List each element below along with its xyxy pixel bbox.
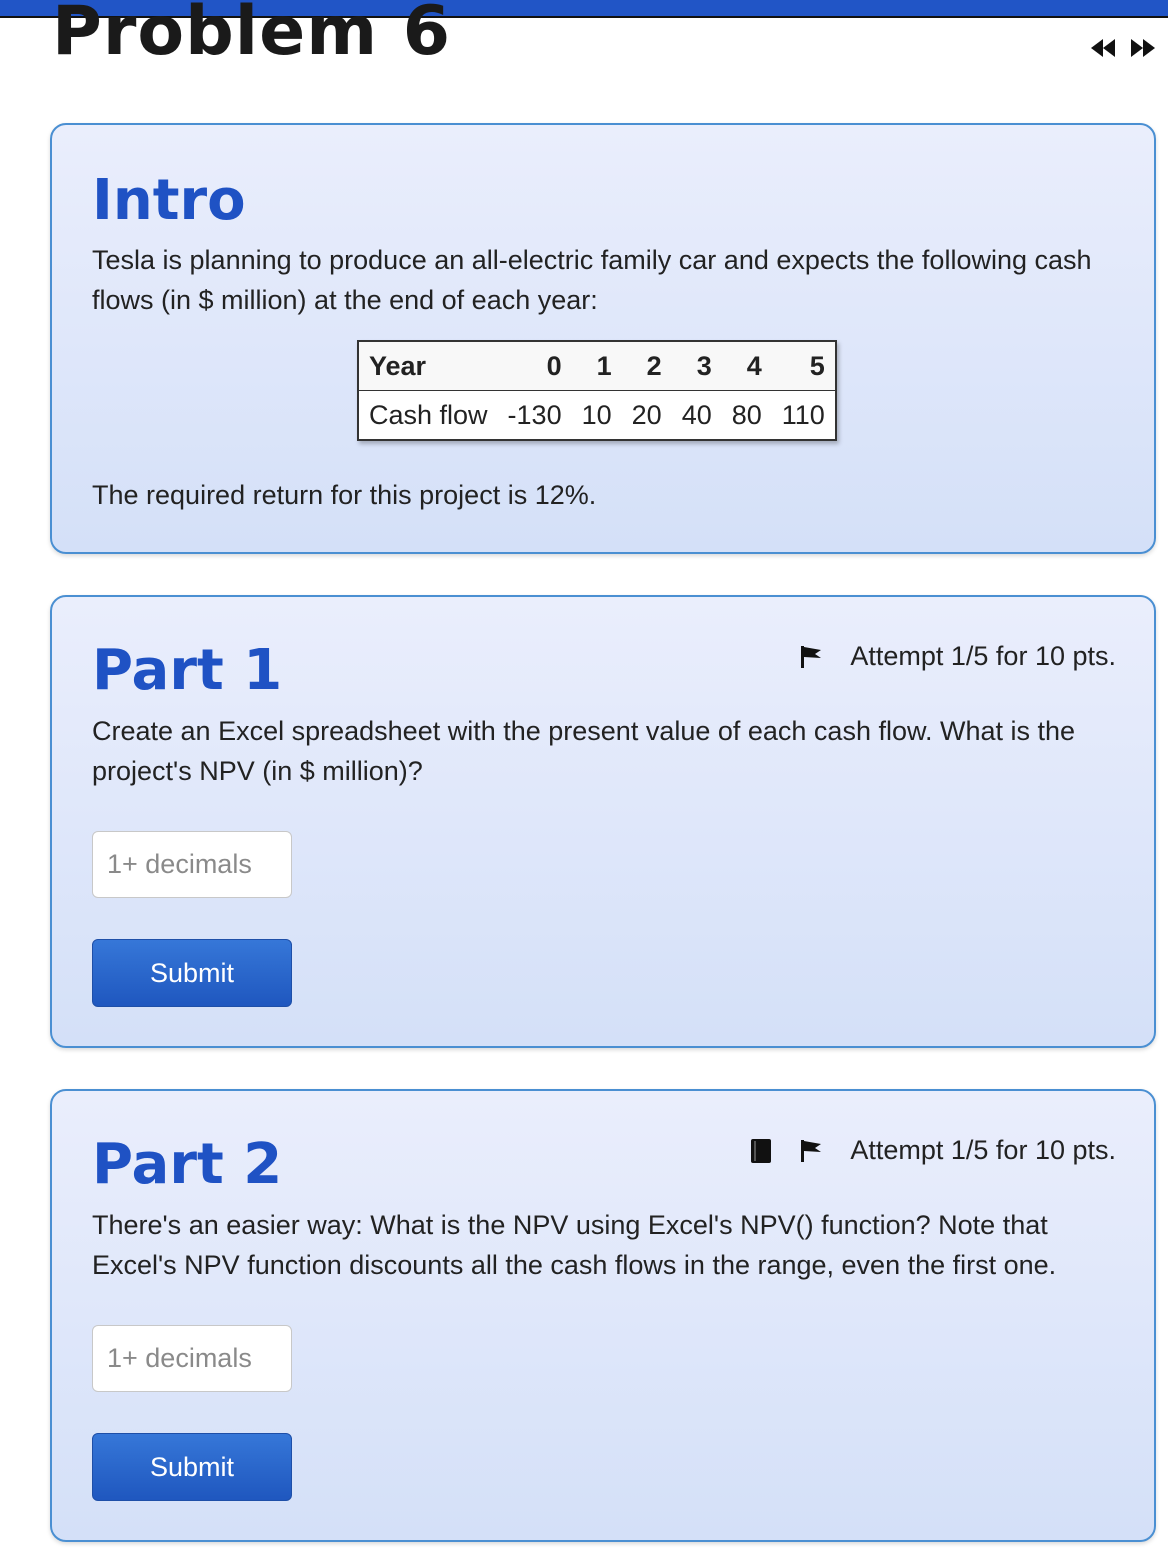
attempt-text: Attempt 1/5 for 10 pts. <box>850 1135 1116 1165</box>
cash-flow-cell: -130 <box>507 400 562 430</box>
cash-flow-cell: 10 <box>581 400 612 430</box>
intro-text: Tesla is planning to produce an all-electric family car and expects the following cash flows (in $ million) at the end of each year: <box>92 245 1092 315</box>
next-problem-button[interactable] <box>1128 36 1158 60</box>
double-chevron-right-icon <box>1131 39 1155 57</box>
part-1-submit-button[interactable]: Submit <box>92 939 292 1007</box>
attempt-info <box>750 1135 1116 1166</box>
cash-flow-cell: 80 <box>731 400 762 430</box>
double-chevron-left-icon <box>1091 39 1115 57</box>
previous-problem-button[interactable] <box>1088 36 1118 60</box>
part-2-heading: Part 2 <box>92 1132 283 1197</box>
table-row <box>358 391 836 441</box>
year-cell: 1 <box>572 341 622 391</box>
problem-title: Problem 6 <box>52 0 452 71</box>
cash-flow-cell: 40 <box>681 400 712 430</box>
attempt-info <box>800 641 1116 672</box>
part-2-question: There's an easier way: What is the NPV using Excel's NPV() function? Note that Excel's NPV function discounts all the cash flows in the range, even the first one. <box>92 1210 1057 1280</box>
flag-icon[interactable] <box>800 645 822 669</box>
problem-navigation <box>1088 36 1158 60</box>
cash-flow-cell: 110 <box>781 400 825 430</box>
year-cell: 4 <box>722 341 772 391</box>
year-cell: 5 <box>772 341 836 391</box>
table-header-row <box>358 341 836 391</box>
part-1-heading: Part 1 <box>92 638 283 703</box>
intro-panel <box>50 123 1156 554</box>
attempt-text: Attempt 1/5 for 10 pts. <box>850 641 1116 671</box>
cash-flow-label: Cash flow <box>369 400 488 430</box>
year-cell: 2 <box>622 341 672 391</box>
flag-icon[interactable] <box>800 1139 822 1163</box>
part-1-answer-input[interactable] <box>92 831 292 898</box>
part-2-panel <box>50 1089 1156 1542</box>
year-cell: 3 <box>672 341 722 391</box>
cash-flow-cell: 20 <box>631 400 662 430</box>
required-return-text: The required return for this project is 12%. <box>92 480 597 510</box>
year-label: Year <box>358 341 498 391</box>
intro-heading: Intro <box>92 168 246 233</box>
year-cell: 0 <box>498 341 572 391</box>
part-2-answer-input[interactable] <box>92 1325 292 1392</box>
part-2-submit-button[interactable]: Submit <box>92 1433 292 1501</box>
part-1-panel <box>50 595 1156 1048</box>
book-icon[interactable] <box>750 1138 772 1164</box>
part-1-question: Create an Excel spreadsheet with the present value of each cash flow. What is the project's NPV (in $ million)? <box>92 716 1076 786</box>
cash-flow-table <box>357 340 837 441</box>
